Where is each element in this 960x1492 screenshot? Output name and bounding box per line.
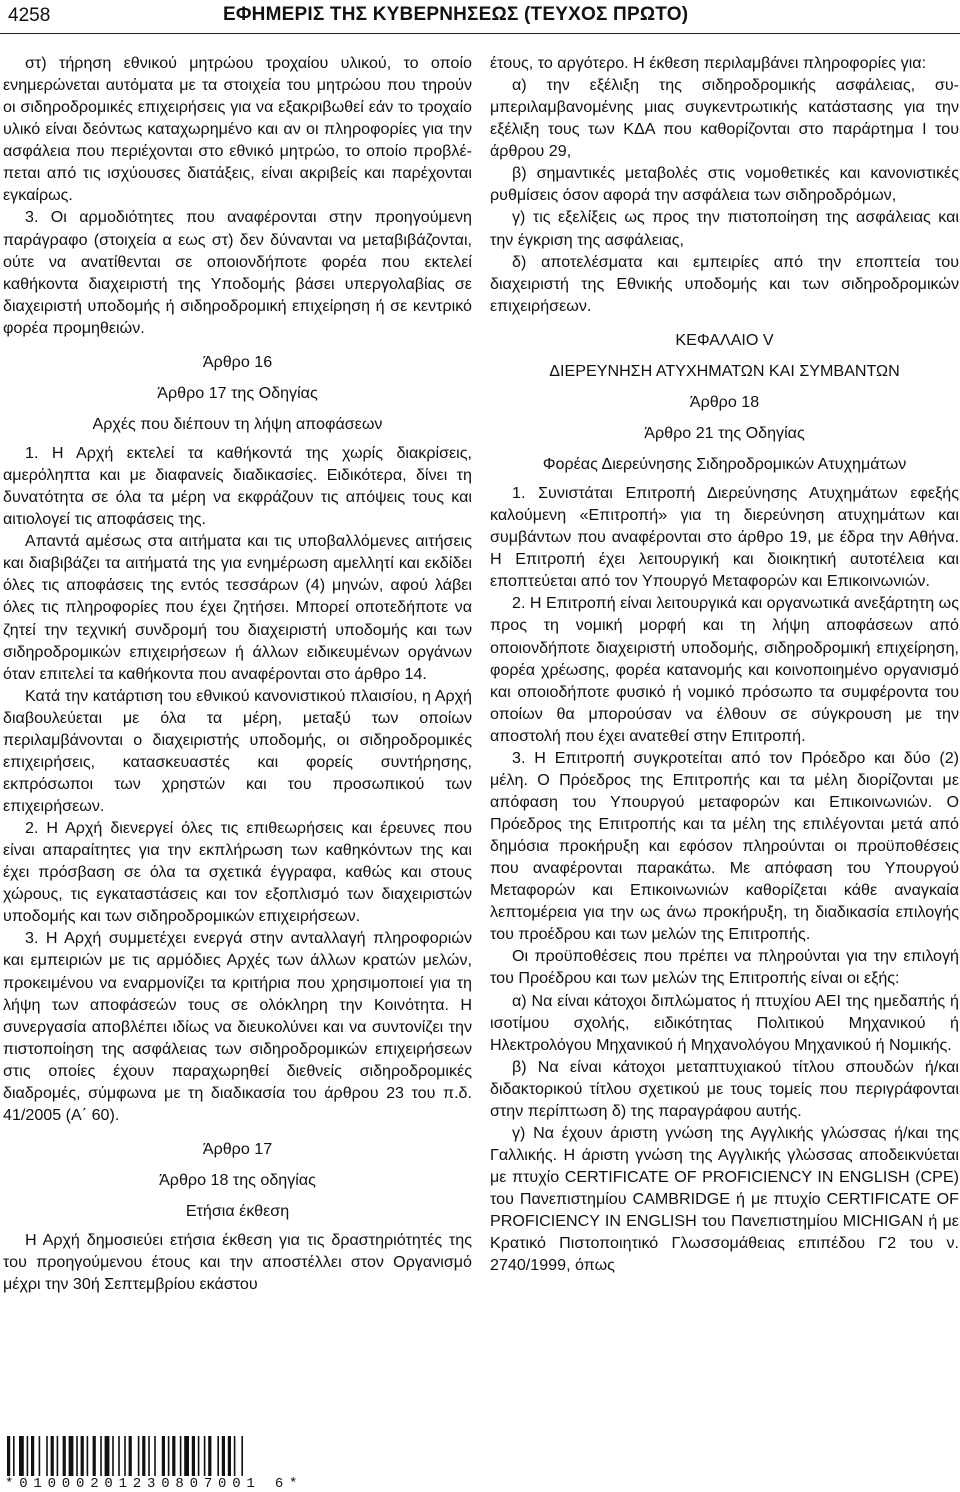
barcode-bar xyxy=(198,1436,200,1478)
article-17-subtitle: Άρθρο 18 της οδηγίας xyxy=(159,1171,316,1189)
barcode-bar xyxy=(142,1436,145,1478)
barcode-bar xyxy=(46,1436,48,1478)
article-18-item-b: β) Να είναι κάτοχοι μεταπτυχιακού τίτλου σπουδών ή/και διδακτορικού τίτλου σχετικού με τους τομείς που περιγράφονται στην περίπτωση δ) της παραγράφου αυτής. xyxy=(490,1057,959,1120)
barcode-bar xyxy=(76,1436,78,1478)
barcode-bar xyxy=(204,1436,206,1478)
barcode-bar xyxy=(124,1436,126,1478)
barcode-bar xyxy=(129,1436,132,1478)
barcode-bar xyxy=(228,1436,231,1478)
chapter-heading: ΔΙΕΡΕΥΝΗΣΗ ΑΤΥΧΗΜΑΤΩΝ ΚΑΙ ΣΥΜΒΑΝΤΩΝ xyxy=(549,361,900,380)
article-18-paragraph-3: 3. Η Επιτροπή συγκροτείται από τον Πρόεδρο και δύο (2) μέλη. Ο Πρόεδρος της Επιτροπής και τα μέλη διορίζονται με απόφαση του Υπουργού μεταφορών και Επικοινωνιών. Ο Πρόεδρος της Επιτροπής και τα μέλη της επιλέγονται μετά από δημόσια προκήρυξη και εφόσον πληρούνται οι προϋποθέσεις που αναφέρονται παρακάτω. Με απόφαση του Υπουργού Μεταφορών και Επικοινωνιών καθορίζεται κάθε αναγκαία λεπτομέρεια για την ως άνω προκήρυξη, τη διαδικασία επιλογής του προέδρου και των μελών της Επιτροπής. xyxy=(490,748,959,944)
paragraph-3: 3. Οι αρμοδιότητες που αναφέρονται στην προηγούμενη παράγραφο (στοιχεία α εως στ) δεν δύνανται να μεταβιβάζονται, ούτε να ανατίθενται σε οποιονδήποτε φορέα που εκτελεί καθήκοντα διαχειριστή της Υποδομής βάσει υπεργολαβίας σε διαχειριστή υποδομής ή σιδηροδρομική επιχείρηση ή σε κεντρικό φορέα προμηθειών. xyxy=(3,208,472,337)
paragraph-st: στ) τήρηση εθνικού μητρώου τροχαίου υλικού, το οποίο ενημερώνεται αυτόματα με τα στοιχεία του μητρώου που τηρούν οι σιδηροδρομικές επιχειρήσεις για να εξακριβωθεί εάν το τροχαίο υλικό είναι δεόντως καταχωρημένο και αν οι πληροφορίες για την ασφάλεια που περιέχονται στο εθνικό μητρώο, το οποίο προβλέπεται από τις ισχύουσες διατάξεις, είναι ακριβείς και παρέχονται εγκαίρως. xyxy=(3,54,472,205)
barcode-bar xyxy=(69,1436,74,1478)
barcode-bar xyxy=(13,1436,15,1478)
article-18-paragraph-1: 1. Συνιστάται Επιτροπή Διερεύνησης Ατυχημάτων εφεξής καλούμενη «Επιτροπή» για τη διερεύνηση ατυχημάτων και συμβάντων που αναφέρονται στο άρθρο 19, με έδρα την Αθήνα. Η Επιτροπή έχει λειτουργική και διοικητική αυτοτέλεια και εποπτεύεται από τον Υπουργό Μεταφορών και Επικοινωνιών. xyxy=(490,484,959,591)
barcode-bar xyxy=(39,1436,41,1478)
article-17-paragraph-1: Η Αρχή δημοσιεύει ετήσια έκθεση για τις δραστηριότητές της του προηγούμενου έτους και την αποστέλλει στον Οργανισμό μέχρι την 30ή Σεπτεμβρίου εκάστου xyxy=(3,1231,472,1294)
page-header xyxy=(0,0,960,34)
list-item-a: α) την εξέλιξη της σιδηροδρομικής ασφάλειας, συμπεριλαμβανομένης μιας συγκεντρωτικής κατάστασης για την εξέλιξη τους των ΚΔΑ που καθορίζονται στο παράρτημα Ι του άρθρου 29, xyxy=(490,76,959,161)
barcode-bar xyxy=(222,1436,225,1478)
article-18-paragraph-2: 2. Η Επιτροπή είναι λειτουργικά και οργανωτικά ανεξάρτητη ως προς τη νομική μορφή και τη λήψη αποφάσεων από οποιονδήποτε διαχειριστή υποδομής, σιδηροδρομική επιχείρηση, φορέα χρέωσης, φορέα κατανομής και κοινοποιημένο οργανισμό και οποιοδήποτε φυσικό ή νομικό πρόσωπο τα συμφέροντα του οποίων θα μπορούσαν να έλθουν σε σύγκρουση με την αποστολή που έχει ανατεθεί στην Επιτροπή. xyxy=(490,594,959,745)
barcode-bar xyxy=(168,1436,170,1478)
barcode xyxy=(5,1436,305,1492)
article-18-item-a: α) Να είναι κάτοχοι διπλώματος ή πτυχίου ΑΕΙ της ημεδαπής ή ισοτίμου σχολής, ειδικότητας Πολιτικού Μηχανικού ή Ηλεκτρολόγου Μηχανικού ή Μηχανολόγου Μηχανικού ή Νομικής. xyxy=(490,991,959,1054)
barcode-bar xyxy=(63,1436,66,1478)
barcode-bar xyxy=(57,1436,59,1478)
article-18-subtitle: Άρθρο 21 της Οδηγίας xyxy=(644,423,805,442)
article-16-paragraph-1: 1. Η Αρχή εκτελεί τα καθήκοντά της χωρίς διακρίσεις, αμερόληπτα και με διαφανείς διαδικασίες. Ειδικότερα, δίνει τη δυνατότητα σε όλα τα μέρη να εκφράζουν τις απόψεις τους και αιτιολογεί τις αποφάσεις της. xyxy=(3,444,472,529)
barcode-bar xyxy=(118,1436,120,1478)
barcode-bar xyxy=(208,1436,211,1478)
barcode-bar xyxy=(112,1436,114,1478)
article-16-title: Άρθρο 16 xyxy=(202,352,273,371)
article-16-paragraph-5: 3. Η Αρχή συμμετέχει ενεργά στην ανταλλαγή πληροφοριών και εμπειριών με τις αρμόδιες Αρχές των άλλων κρατών μελών, προκειμένου να εναρμονίζει τα κριτήρια που χρησιμοποιεί για τη λήψη των αποφάσεών τους σε ολόκληρη την Κοινότητα. Η συνεργασία αποβλέπει ιδίως να διευκολύνει και να συντονίζει την πιστοποίηση της ασφάλειας των σιδηροδρομικών επιχειρήσεων στις οποίες έχουν παραχωρηθεί διεθνείς σιδηροδρομικές διαδρομές, σύμφωνα με τη διαδικασία του άρθρου 23 του π.δ. 41/2005 (Α΄ 60). xyxy=(3,929,472,1124)
left-column xyxy=(3,52,472,1295)
list-item-d: δ) αποτελέσματα και εμπειρίες από την εποπτεία του διαχειριστή της Εθνικής υποδομής και των σιδηροδρομικών επιχειρήσεων. xyxy=(490,252,959,315)
barcode-bar xyxy=(184,1436,189,1478)
article-18-heading: Φορέας Διερεύνησης Σιδηροδρομικών Ατυχημάτων xyxy=(542,455,907,473)
barcode-bars xyxy=(5,1436,305,1478)
article-16-subtitle: Άρθρο 17 της Οδηγίας xyxy=(157,383,318,402)
barcode-bar xyxy=(81,1436,84,1478)
article-18-title: Άρθρο 18 xyxy=(689,392,760,411)
barcode-bar xyxy=(154,1436,156,1478)
barcode-bar xyxy=(162,1436,165,1478)
barcode-bar xyxy=(234,1436,236,1478)
list-item-b: β) σημαντικές μεταβολές στις νομοθετικές και κανονιστικές ρυθμίσεις όσον αφορά την ασφάλεια των σιδηροδρόμων, xyxy=(490,164,959,205)
article-17-title: Άρθρο 17 xyxy=(202,1139,273,1158)
barcode-bar xyxy=(87,1436,89,1478)
barcode-bar xyxy=(148,1436,150,1478)
article-16-paragraph-3: Κατά την κατάρτιση του εθνικού κανονιστικού πλαισίου, η Αρχή διαβουλεύεται με όλα τα μέρη, μεταξύ των οποίων περιλαμβάνονται ο διαχειριστής υποδομής, οι σιδηροδρομικές επιχειρήσεις, κατασκευαστές και φορείς συντήρησης, εκπρόσωποι των χρηστών και του προσωπικού των επιχειρήσεων. xyxy=(3,686,472,815)
barcode-bar xyxy=(172,1436,175,1478)
barcode-bar xyxy=(180,1436,182,1478)
article-16-paragraph-2: Απαντά αμέσως στα αιτήματα και τις υποβαλλόμενες αιτήσεις και διαβιβάζει τα αιτήματά της για ενημέρωση αμελλητί και εκδίδει όλες τις αποφάσεις της εντός τεσσάρων (4) μηνών, αφού λάβει όλες τις πληροφορίες που έχει ζητήσει. Μπορεί οποτεδήποτε να ζητεί την τεχνική συνδρομή του διαχειριστή υποδομής και των σιδηροδρομικών επιχειρήσεων ή άλλων ειδικευμένων οργάνων όταν επιτελεί τα καθήκοντα που αναφέρονται στο άρθρο 14. xyxy=(3,532,472,683)
article-16-paragraph-4: 2. Η Αρχή διενεργεί όλες τις επιθεωρήσεις και έρευνες που είναι απαραίτητες για την εκπλήρωση των καθηκόντων της και έχει πρόσβαση σε όλα τα σχετικά έγγραφα, καθώς και στους χώρους, τις εγκαταστάσεις και τον εξοπλισμό των διαχειριστών υποδομής και των σιδηροδρομικών επιχειρήσεων. xyxy=(3,819,472,926)
barcode-bar xyxy=(105,1436,110,1478)
chapter-title: ΚΕΦΑΛΑΙΟ V xyxy=(675,330,774,349)
barcode-bar xyxy=(192,1436,195,1478)
barcode-bar xyxy=(31,1436,34,1478)
barcode-bar xyxy=(217,1436,219,1478)
article-18-item-g: γ) Να έχουν άριστη γνώση της Αγγλικής γλώσσας ή/και της Γαλλικής. Η άριστη γνώση της Αγγλικής γλώσσας αποδεικνύεται με πτυχίο CERTIFICATE OF PROFICIENCY IN ENGLISH (CPE) του Πανεπιστημίου CAMBRIDGE ή με πτυχίο CERTIFICATE OF PROFICIENCY IN ENGLISH του Πανεπιστημίου MICHIGAN ή με Κρατικό Πιστοποιητικό Γλωσσομάθειας επιπέδου Γ2 του ν. 2740/1999, όπως xyxy=(490,1123,959,1275)
barcode-bar xyxy=(51,1436,54,1478)
barcode-bar xyxy=(7,1436,10,1478)
barcode-bar xyxy=(241,1436,243,1478)
gazette-title: ΕΦΗΜΕΡΙΣ ΤΗΣ ΚΥΒΕΡΝΗΣΕΩΣ (ΤΕΥΧΟΣ ΠΡΩΤΟ) xyxy=(223,4,689,25)
list-item-g: γ) τις εξελίξεις ως προς την πιστοποίηση της ασφάλειας και την έγκριση της ασφάλειας, xyxy=(490,208,959,249)
page-number: 4258 xyxy=(8,5,51,26)
barcode-bar xyxy=(93,1436,96,1478)
barcode-bar xyxy=(100,1436,102,1478)
article-16-heading: Αρχές που διέπουν τη λήψη αποφάσεων xyxy=(92,414,383,433)
right-column xyxy=(490,52,959,1276)
barcode-number: *01000201230807001 6* xyxy=(5,1476,304,1492)
article-18-paragraph-4: Οι προϋποθέσεις που πρέπει να πληρούνται για την επιλογή του Προέδρου και των μελών της Επιτροπής είναι οι εξής: xyxy=(490,947,959,988)
continued-paragraph: έτους, το αργότερο. Η έκθεση περιλαμβάνει πληροφορίες για: xyxy=(490,54,927,72)
barcode-bar xyxy=(27,1436,29,1478)
article-17-heading: Ετήσια έκθεση xyxy=(185,1202,290,1221)
barcode-bar xyxy=(138,1436,140,1478)
barcode-bar xyxy=(19,1436,24,1478)
